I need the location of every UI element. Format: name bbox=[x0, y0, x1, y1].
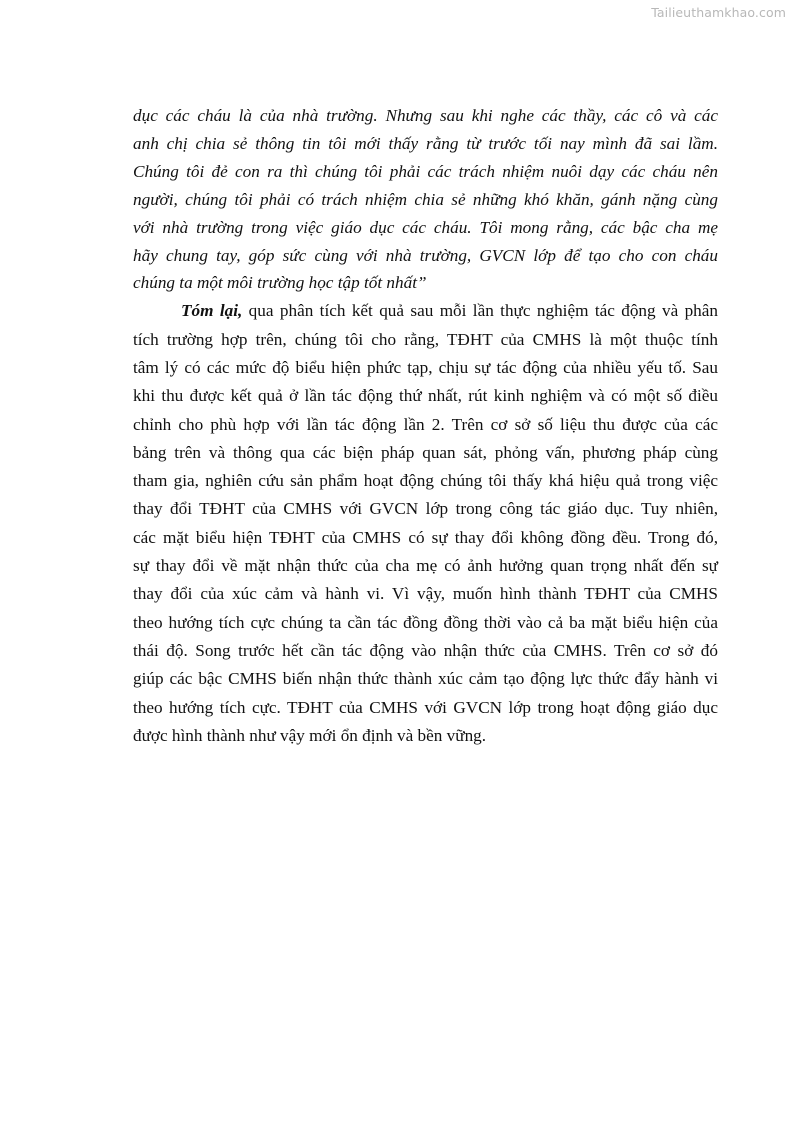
summary-line: được hình thành như vậy mới ổn định và bền vững. bbox=[133, 725, 487, 745]
summary-line: khi thu được kết quả ở lần tác động thứ nhất, rút kinh nghiệm và có một số điều bbox=[133, 386, 718, 406]
summary-line: thay đổi TĐHT của CMHS với GVCN lớp trong công tác giáo dục. Tuy nhiên, bbox=[133, 499, 718, 519]
summary-lead: Tóm lại, bbox=[181, 301, 243, 321]
quote-line: người, chúng tôi phải có trách nhiệm chia sẻ những khó khăn, gánh nặng cùng bbox=[133, 189, 718, 209]
summary-paragraph bbox=[133, 297, 718, 750]
summary-line: bảng trên và thông qua các biện pháp quan sát, phỏng vấn, phương pháp cùng bbox=[133, 442, 718, 462]
quote-line: Chúng tôi đẻ con ra thì chúng tôi phải các trách nhiệm nuôi dạy các cháu nên bbox=[133, 161, 718, 181]
summary-line: sự thay đổi về mặt nhận thức của cha mẹ có ảnh hưởng quan trọng nhất đến sự bbox=[133, 556, 718, 576]
document-page bbox=[133, 102, 718, 750]
quote-line: anh chị chia sẻ thông tin tôi mới thấy rằng từ trước tối nay mình đã sai lầm. bbox=[133, 133, 718, 153]
summary-line: các mặt biểu hiện TĐHT của CMHS có sự thay đổi không đồng đều. Trong đó, bbox=[133, 527, 718, 547]
summary-line: chỉnh cho phù hợp với lần tác động lần 2. Trên cơ sở số liệu thu được của các bbox=[133, 414, 718, 434]
summary-line: theo hướng tích cực chúng ta cần tác đồng đồng thời vào cả ba mặt biểu hiện của bbox=[133, 612, 718, 632]
summary-line: thái độ. Song trước hết cần tác động vào nhận thức của CMHS. Trên cơ sở đó bbox=[133, 640, 718, 660]
quote-line: hãy chung tay, góp sức cùng với nhà trường, GVCN lớp để tạo cho con cháu bbox=[133, 245, 718, 265]
summary-line: thay đổi của xúc cảm và hành vi. Vì vậy, muốn hình thành TĐHT của CMHS bbox=[133, 584, 718, 604]
quote-line: dục các cháu là của nhà trường. Nhưng sau khi nghe các thầy, các cô và các bbox=[133, 106, 718, 125]
quote-line: chúng ta một môi trường học tập tốt nhất” bbox=[133, 273, 427, 293]
summary-line: theo hướng tích cực. TĐHT của CMHS với GVCN lớp trong hoạt động giáo dục bbox=[133, 697, 718, 717]
summary-line: tâm lý có các mức độ biểu hiện phức tạp, chịu sự tác động của nhiều yếu tố. Sau bbox=[133, 357, 718, 377]
summary-line: tích trường hợp trên, chúng tôi cho rằng, TĐHT của CMHS là một thuộc tính bbox=[133, 329, 718, 349]
summary-first-line bbox=[133, 297, 718, 325]
quote-paragraph bbox=[133, 102, 718, 297]
summary-line: tham gia, nghiên cứu sản phẩm hoạt động chúng tôi thấy khá hiệu quả trong việc bbox=[133, 471, 718, 491]
watermark: Tailieuthamkhao.com bbox=[651, 5, 786, 20]
quote-line: với nhà trường trong việc giáo dục các cháu. Tôi mong rằng, các bậc cha mẹ bbox=[133, 217, 718, 237]
summary-first-line-text: qua phân tích kết quả sau mỗi lần thực nghiệm tác động và phân bbox=[242, 301, 719, 321]
summary-line: giúp các bậc CMHS biến nhận thức thành xúc cảm tạo động lực thức đẩy hành vi bbox=[133, 669, 718, 689]
